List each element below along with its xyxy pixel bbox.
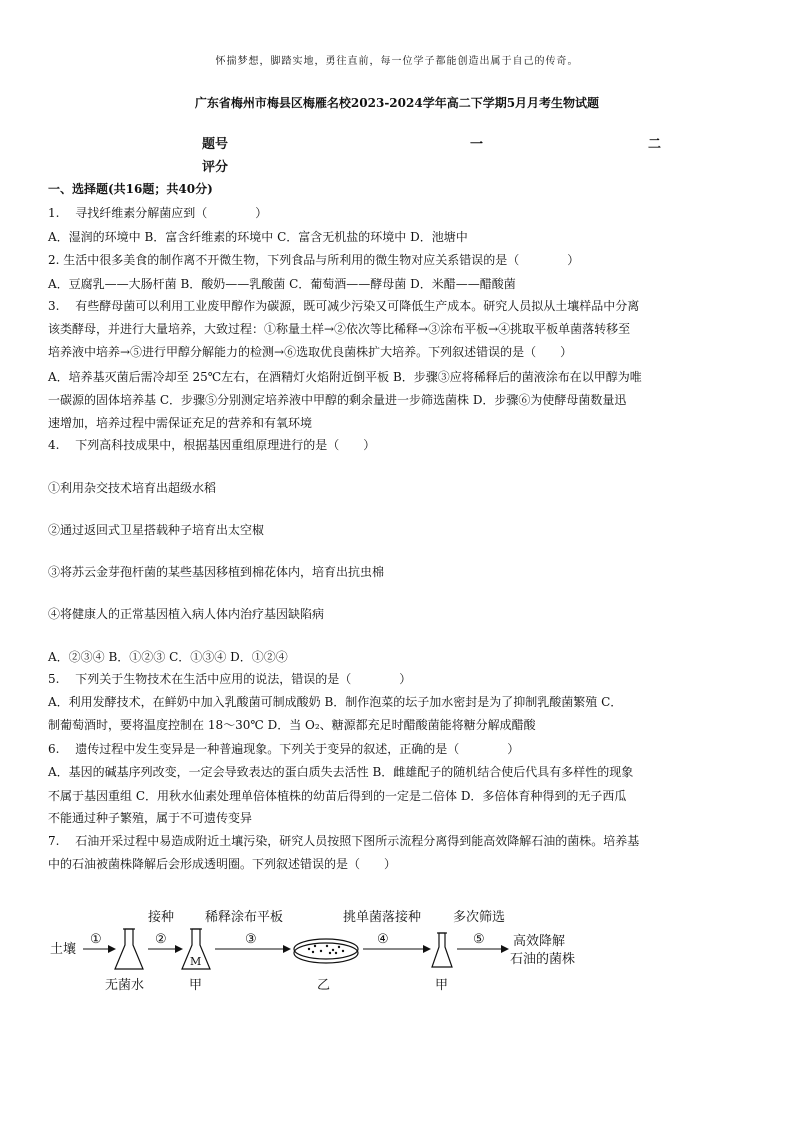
question-line: 该类酵母，并进行大量培养，大致过程：①称量土样→②依次等比稀释→③涂布平板→④挑取平板单菌落转移至 bbox=[48, 322, 631, 336]
question-line: 培养液中培养→⑤进行甲醇分解能力的检测→⑥选取优良菌株扩大培养。下列叙述错误的是（ ） bbox=[48, 345, 573, 359]
soil-label: 土壤 bbox=[50, 942, 77, 957]
step-2-label: ② bbox=[155, 932, 167, 947]
question-line: 速增加，培养过程中需保证充足的营养和有氧环境 bbox=[48, 416, 313, 430]
score-col-label: 题号 bbox=[202, 137, 229, 152]
flask-1-label: 无菌水 bbox=[105, 978, 145, 993]
question-line: 中的石油被菌株降解后会形成透明圈。下列叙述错误的是（ ） bbox=[48, 857, 397, 871]
dilute-spread-label: 稀释涂布平板 bbox=[205, 910, 284, 925]
question-line: 2. 生活中很多美食的制作离不开微生物，下列食品与所利用的微生物对应关系错误的是（ ） bbox=[48, 253, 580, 267]
question-line: 6. 遗传过程中发生变异是一种普遍现象。下列关于变异的叙述，正确的是（ ） bbox=[48, 742, 520, 756]
flask-2-mark: M bbox=[190, 955, 202, 968]
flask-jia-small-icon bbox=[432, 933, 452, 967]
question-line: ①利用杂交技术培育出超级水稻 bbox=[48, 481, 217, 495]
flow-diagram bbox=[45, 905, 605, 1005]
result-line-1: 高效降解 bbox=[513, 934, 566, 949]
question-line: 5. 下列关于生物技术在生活中应用的说法，错误的是（ ） bbox=[48, 672, 412, 686]
score-col-2: 二 bbox=[648, 137, 662, 152]
dish-label: 乙 bbox=[317, 978, 331, 993]
page-title: 广东省梅州市梅县区梅雁名校2023-2024学年高二下学期5月月考生物试题 bbox=[194, 96, 600, 110]
inoculate-label: 接种 bbox=[148, 910, 175, 925]
question-line: 4. 下列高科技成果中，根据基因重组原理进行的是（ ） bbox=[48, 438, 376, 452]
multiple-screening-label: 多次筛选 bbox=[453, 910, 506, 925]
question-line: ④将健康人的正常基因植入病人体内治疗基因缺陷病 bbox=[48, 607, 325, 621]
question-line: A．豆腐乳——大肠杆菌 B．酸奶——乳酸菌 C．葡萄酒——酵母菌 D．米醋——醋酸菌 bbox=[48, 277, 516, 291]
step-5-label: ⑤ bbox=[473, 932, 485, 947]
score-col-1: 一 bbox=[470, 137, 484, 152]
question-line: A．②③④ B．①②③ C．①③④ D．①②④ bbox=[48, 650, 288, 664]
question-line: 不属于基因重组 C．用秋水仙素处理单倍体植株的幼苗后得到的一定是二倍体 D．多倍体育种得到的无子西瓜 bbox=[48, 789, 627, 803]
question-line: A．利用发酵技术，在鲜奶中加入乳酸菌可制成酸奶 B．制作泡菜的坛子加水密封是为了抑制乳酸菌繁殖 C． bbox=[48, 695, 623, 709]
flask-2-label: 甲 bbox=[189, 978, 203, 993]
question-line: 3. 有些酵母菌可以利用工业废甲醇作为碳源，既可减少污染又可降低生产成本。研究人员拟从土壤样品中分离 bbox=[48, 299, 640, 313]
step-3-label: ③ bbox=[245, 932, 257, 947]
question-line: A．基因的碱基序列改变，一定会导致表达的蛋白质失去活性 B．雌雄配子的随机结合使后代具有多样性的现象 bbox=[48, 765, 634, 779]
step-1-label: ① bbox=[90, 932, 102, 947]
question-line: 1. 寻找纤维素分解菌应到（ ） bbox=[48, 206, 268, 220]
result-line-2: 石油的菌株 bbox=[510, 952, 576, 967]
question-line: A．湿润的环境中 B．富含纤维素的环境中 C．富含无机盐的环境中 D．池塘中 bbox=[48, 230, 468, 244]
pick-colony-label: 挑单菌落接种 bbox=[343, 910, 422, 925]
question-line: 制葡萄酒时，要将温度控制在 18～30℃ D．当 O₂、糖源都充足时醋酸菌能将糖分解成醋酸 bbox=[48, 718, 536, 732]
flask-sterile-water-icon bbox=[115, 929, 143, 969]
section-heading: 一、选择题(共16题；共40分) bbox=[48, 182, 213, 196]
header-motto: 怀揣梦想，脚踏实地，勇往直前，每一位学子都能创造出属于自己的传奇。 bbox=[215, 56, 579, 67]
question-line: A．培养基灭菌后需冷却至 25℃左右，在酒精灯火焰附近倒平板 B．步骤③应将稀释后的菌液涂布在以甲醇为唯 bbox=[48, 370, 642, 384]
question-line: 不能通过种子繁殖，属于不可遗传变异 bbox=[48, 811, 253, 825]
score-row-label: 评分 bbox=[202, 160, 229, 175]
colony-dots-icon bbox=[308, 945, 344, 954]
petri-dish-icon bbox=[294, 939, 358, 959]
question-line: 一碳源的固体培养基 C．步骤⑤分别测定培养液中甲醇的剩余量进一步筛选菌株 D．步骤⑥为使酵母菌数量迅 bbox=[48, 393, 627, 407]
question-line: 7. 石油开采过程中易造成附近土壤污染，研究人员按照下图所示流程分离得到能高效降解石油的菌株。培养基 bbox=[48, 834, 640, 848]
flask-3-label: 甲 bbox=[435, 978, 449, 993]
step-4-label: ④ bbox=[377, 932, 389, 947]
question-line: ②通过返回式卫星搭载种子培育出太空椒 bbox=[48, 523, 265, 537]
question-line: ③将苏云金芽孢杆菌的某些基因移植到棉花体内，培育出抗虫棉 bbox=[48, 565, 385, 579]
